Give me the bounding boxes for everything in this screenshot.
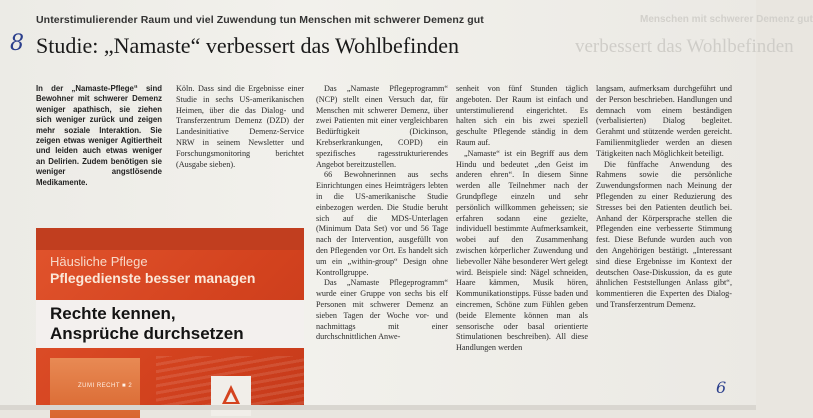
handwritten-mark: 8 — [10, 31, 24, 56]
article-column-3 — [316, 84, 448, 343]
book-title-line-2: Ansprüche durchsetzen — [50, 324, 244, 343]
article-column-2 — [176, 84, 304, 170]
bleed-through-kicker: Menschen mit schwerer Demenz gut — [640, 14, 813, 25]
article-lead — [36, 84, 162, 188]
book-title-line-1: Rechte kennen, — [50, 304, 176, 323]
page-number: 6 — [716, 378, 727, 397]
publisher-triangle-icon — [221, 384, 241, 406]
book-cover-image — [36, 228, 304, 410]
book-subtitle: Pflegedienste besser managen — [50, 270, 256, 286]
article-kicker: Unterstimulierender Raum und viel Zuwendung tun Menschen mit schwerer Demenz gut — [36, 14, 484, 26]
column-3-paragraph-3: Das „Namaste Pflegeprogramm“ wurde einer Gruppe von sechs bis elf Personen mit schwerer Demenz an sieben Tagen der Woche vor- und nachmittags mit einer durchschnittlichen Anwe- — [316, 278, 448, 342]
article-column-5 — [596, 84, 732, 311]
column-5-paragraph-2: Die fünffache Anwendung des Rahmens sowie die persönliche Zuwendungsformen nach Meinung der Pflegenden zu einer Reduzierung des Stresses bei den Patienten deutlich bei. Anhand der Körpersprache stellen die Pflegenden eine verbesserte Stimmung fest. Diese Befunde wurden auch von den Angehörigen bestätigt. „Interessant sind diese Ergebnisse im Kontext der deutschen Oase-Diskussion, da es gute ähnlichen Feststellungen Anlass gibt“, kommentieren die Experten des Dialog- und Transferzentrum Demenz. — [596, 159, 732, 309]
article-title: Studie: „Namaste“ verbessert das Wohlbefinden — [36, 33, 460, 58]
column-4-paragraph-2: „Namaste“ ist ein Begriff aus dem Hindu und bedeutet „den Geist im anderen ehren“. In diesem Sinne werden alle Teilnehmer nach der Grundpflege einzeln und sehr persönlich willkommen geheissen; sie erfahren sodann eine gezielte, individuell bestimmte Aufmerksamkeit, wobei auf den Zusammenhang zwischen körperlicher Zuwendung und liebevoller Nähe besonderer Wert gelegt wird. Beispiele sind: Nägel schneiden, Haare kämmen, Musik hören, Kommunikationstipps. Füsse baden und eincremen, Schöne zum Fühlen geben (beide Elemente können man als sensorische oder basal orientierte Stimulationen beschreiben). All diese Handlungen werden — [456, 148, 588, 353]
bleed-through-title: verbessert das Wohlbefinden — [575, 36, 794, 57]
book-series-label: ZUMI RECHT ■ 2 — [78, 383, 133, 389]
book-series: Häusliche Pflege — [50, 254, 148, 269]
column-5-paragraph-1: langsam, aufmerksam durchgeführt und der Person beschrieben. Handlungen und demnach vom einem beständigen (verbalisierten) Dialog begleitet. Gerahmt und stützende werden gereicht. Familienmitglieder werden an diesen Tätigkeiten nach Möglichkeit beteiligt. — [596, 84, 732, 158]
book-cover-top-strip — [36, 228, 304, 250]
column-3-paragraph-1: Das „Namaste Pflegeprogramm“ (NCP) stellt einen Versuch dar, für Menschen mit schwerer Demenz, über zwei Patienten mit einer vergleichbaren Bedürftigkeit (Dickinson, Krebserkrankungen, COPD) ein spezifisches ragesstrukturierendes Angebot bereitzustellen. — [316, 84, 448, 169]
scan-bottom-edge — [0, 405, 756, 410]
lead-paragraph: In der „Namaste-Pflege“ sind Bewohner mit schwerer Demenz weniger apathisch, sie ziehen sich weniger zurück und zeigen mehr soziale Interaktion. Sie zeigen etwas weniger Agitiertheit und leiden auch etwas weniger an Delirien. Zudem benötigen sie weniger angstlösende Medikamente. — [36, 84, 162, 187]
column-2-paragraph: Köln. Dass sind die Ergebnisse einer Studie in sechs US-amerikanischen Heimen, über die das Dialog- und Transferzentrum Demenz (DZD) der Landesinitiative Demenz-Service NRW in seinem Newsletter und Forschungsmonitoring berichtet (Ausgabe sieben). — [176, 84, 304, 169]
column-4-paragraph-1: senheit von fünf Stunden täglich angeboten. Der Raum ist einfach und unterstimulierend eingerichtet. Es halten sich ein bis zwei speziell geschulte Pflegende ständig in dem Raum auf. — [456, 84, 588, 147]
publisher-logo — [211, 376, 251, 416]
article-column-4 — [456, 84, 588, 354]
column-3-paragraph-2: 66 Bewohnerinnen aus sechs Einrichtungen eines Heimträgers lebten in die US-amerikanische Studie einbezogen werden. Die Studie beruht sich auf die MDS-Unterlagen (Minimum Data Set) vor und 56 Tage nach der Intervention, ausgefüllt von den Pflegenden vor Ort. Es handelt sich um ein „within-group“ Design ohne Kontrollgruppe. — [316, 170, 448, 277]
